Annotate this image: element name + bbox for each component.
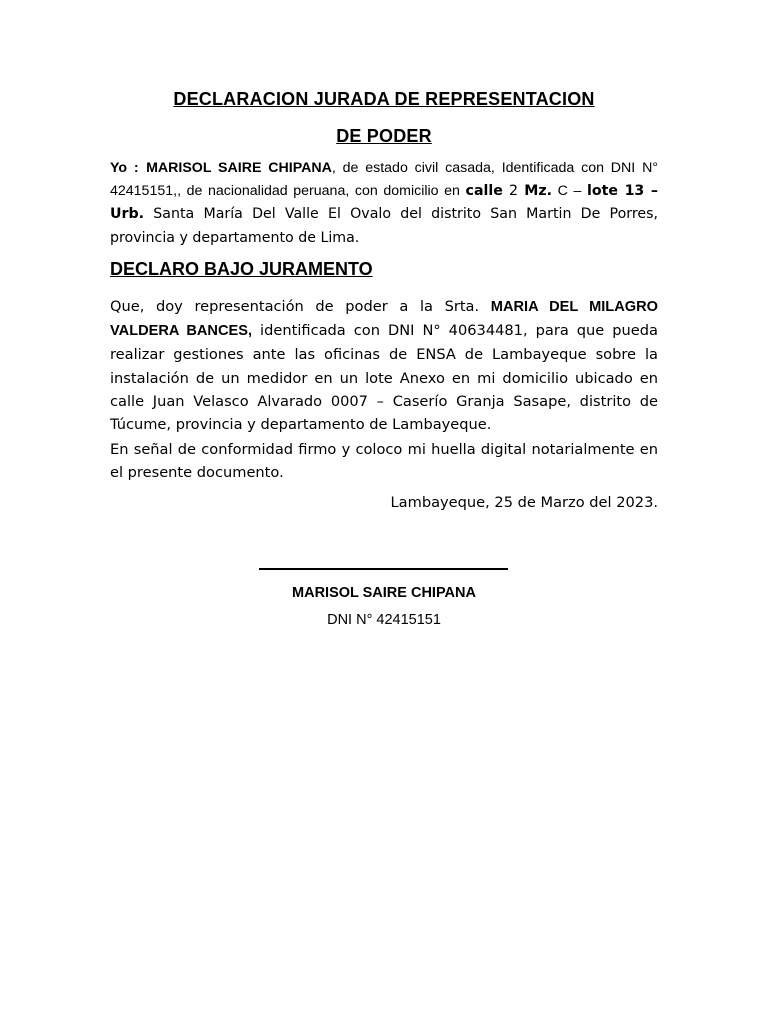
declarant-text-2: 2 <box>502 183 525 200</box>
declarant-text-3: C – <box>552 183 587 200</box>
document-title-line1: DECLARACION JURADA DE REPRESENTACION <box>173 89 595 109</box>
yo-label: Yo : <box>110 160 139 176</box>
signature-name: MARISOL SAIRE CHIPANA <box>292 585 476 601</box>
mz-label: Mz. <box>524 183 553 200</box>
conformity-paragraph: En señal de conformidad firmo y coloco mi huella digital notarialmente en el presente documento. <box>110 441 658 482</box>
calle-label: calle <box>465 183 503 200</box>
document-title-line2: DE PODER <box>336 126 432 146</box>
representation-text-1: Que, doy representación de poder a la Srta. <box>110 298 491 315</box>
declarant-name: MARISOL SAIRE CHIPANA <box>146 160 332 176</box>
representation-paragraph <box>110 295 658 436</box>
declarant-text-4: Santa María Del Valle El Ovalo del distrito San Martin De Porres, provincia y departamento de Lima. <box>110 206 658 246</box>
declarant-text-1: , de estado civil casada, Identificada con DNI N° 42415151,, de nacionalidad peruana, con domicilio en <box>110 160 659 200</box>
representative-name: MARIA DEL MILAGRO VALDERA BANCES, <box>110 299 658 340</box>
signature-line <box>259 568 508 570</box>
declaration-heading: DECLARO BAJO JURAMENTO <box>110 259 373 279</box>
representation-text-2: identificada con DNI N° 40634481, para que pueda realizar gestiones ante las oficinas de ENSA de Lambayeque sobre la instalación de un medidor en un lote Anexo en mi domicilio ubicado en calle Juan Velasco Alvarado 0007 – Caserío Granja Sasape, distrito de Túcume, provincia y departamento de Lambayeque. <box>110 322 658 434</box>
declarant-paragraph <box>110 157 658 250</box>
signature-dni: DNI N° 42415151 <box>327 612 441 628</box>
lote-label: lote 13 – Urb. <box>110 183 659 223</box>
document-date: Lambayeque, 25 de Marzo del 2023. <box>390 494 658 511</box>
